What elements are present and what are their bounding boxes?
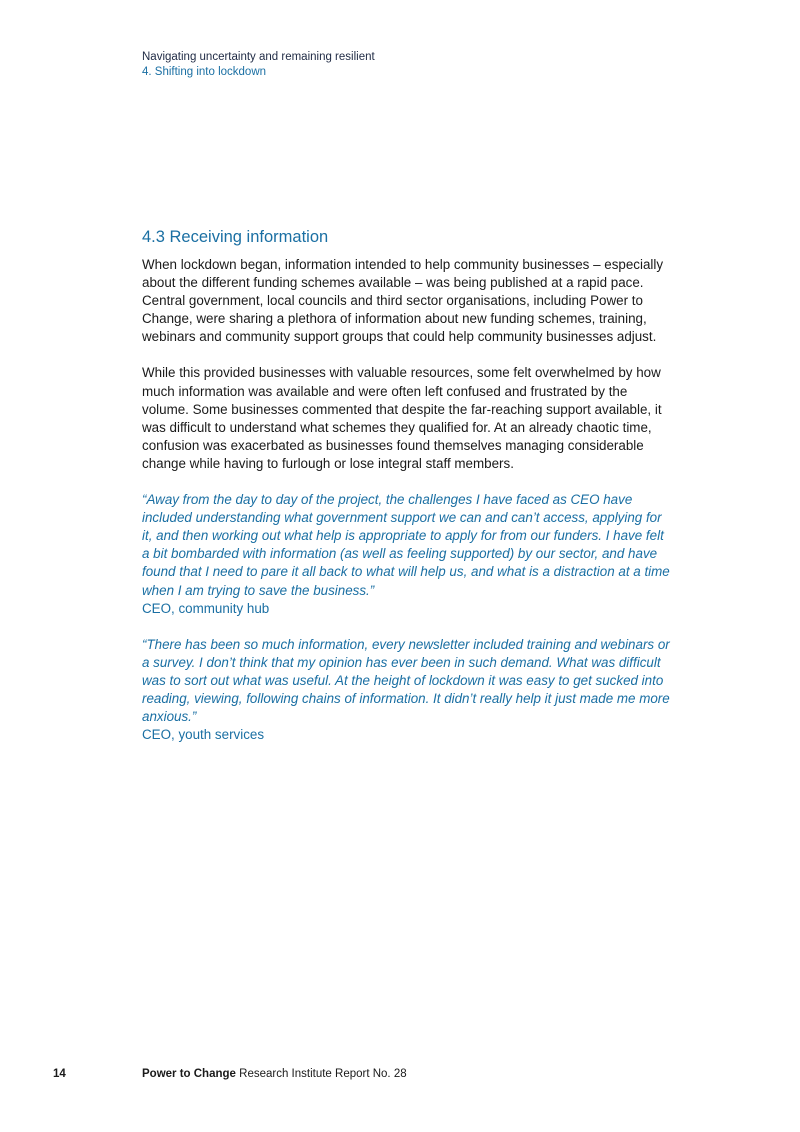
- chapter-title: 4. Shifting into lockdown: [142, 66, 267, 78]
- quote-source: CEO, youth services: [142, 727, 265, 743]
- footer-report-name: Research Institute Report No. 28: [239, 1068, 407, 1080]
- document-title: Navigating uncertainty and remaining resilient: [142, 51, 375, 63]
- quote-source: CEO, community hub: [142, 600, 270, 616]
- quote-block: [142, 636, 672, 745]
- quote-text: “Away from the day to day of the project, the challenges I have faced as CEO have included understanding what government support we can and can’t access, applying for it, and then working out what help is appropriate to apply for from our funders. I have felt a bit bombarded with information (as well as feeling supported) by our sector, and have found that I need to pare it all back to what will help us, and what is a distraction at a time when I am trying to save the business.”: [142, 492, 670, 598]
- main-content: [142, 226, 672, 762]
- footer-report-title: [142, 1068, 407, 1080]
- quote-text: “There has been so much information, every newsletter included training and webinars or a survey. I don’t think that my opinion has ever been in such demand. What was difficult was to sort out what was useful. At the height of lockdown it was easy to get sucked into reading, viewing, following chains of information. It didn’t really help it just made me more anxious.”: [142, 636, 670, 725]
- quote-block: [142, 491, 672, 618]
- footer-brand: Power to Change: [142, 1068, 236, 1080]
- section-heading: 4.3 Receiving information: [142, 228, 329, 246]
- body-paragraph: When lockdown began, information intended to help community businesses – especially about the different funding schemes available – was being published at a rapid pace. Central government, local councils and third sector organisations, including Power to Change, were sharing a plethora of information about new funding schemes, training, webinars and community support groups that could help community businesses adjust.: [142, 257, 664, 345]
- body-paragraph: While this provided businesses with valuable resources, some felt overwhelmed by how much information was available and were often left confused and frustrated by the volume. Some businesses commented that despite the far-reaching support available, it was difficult to understand what schemes they qualified for. At an already chaotic time, confusion was exacerbated as businesses found themselves managing considerable change while having to furlough or lose integral staff members.: [142, 365, 662, 471]
- running-header: [142, 50, 375, 80]
- page-number: 14: [53, 1068, 66, 1080]
